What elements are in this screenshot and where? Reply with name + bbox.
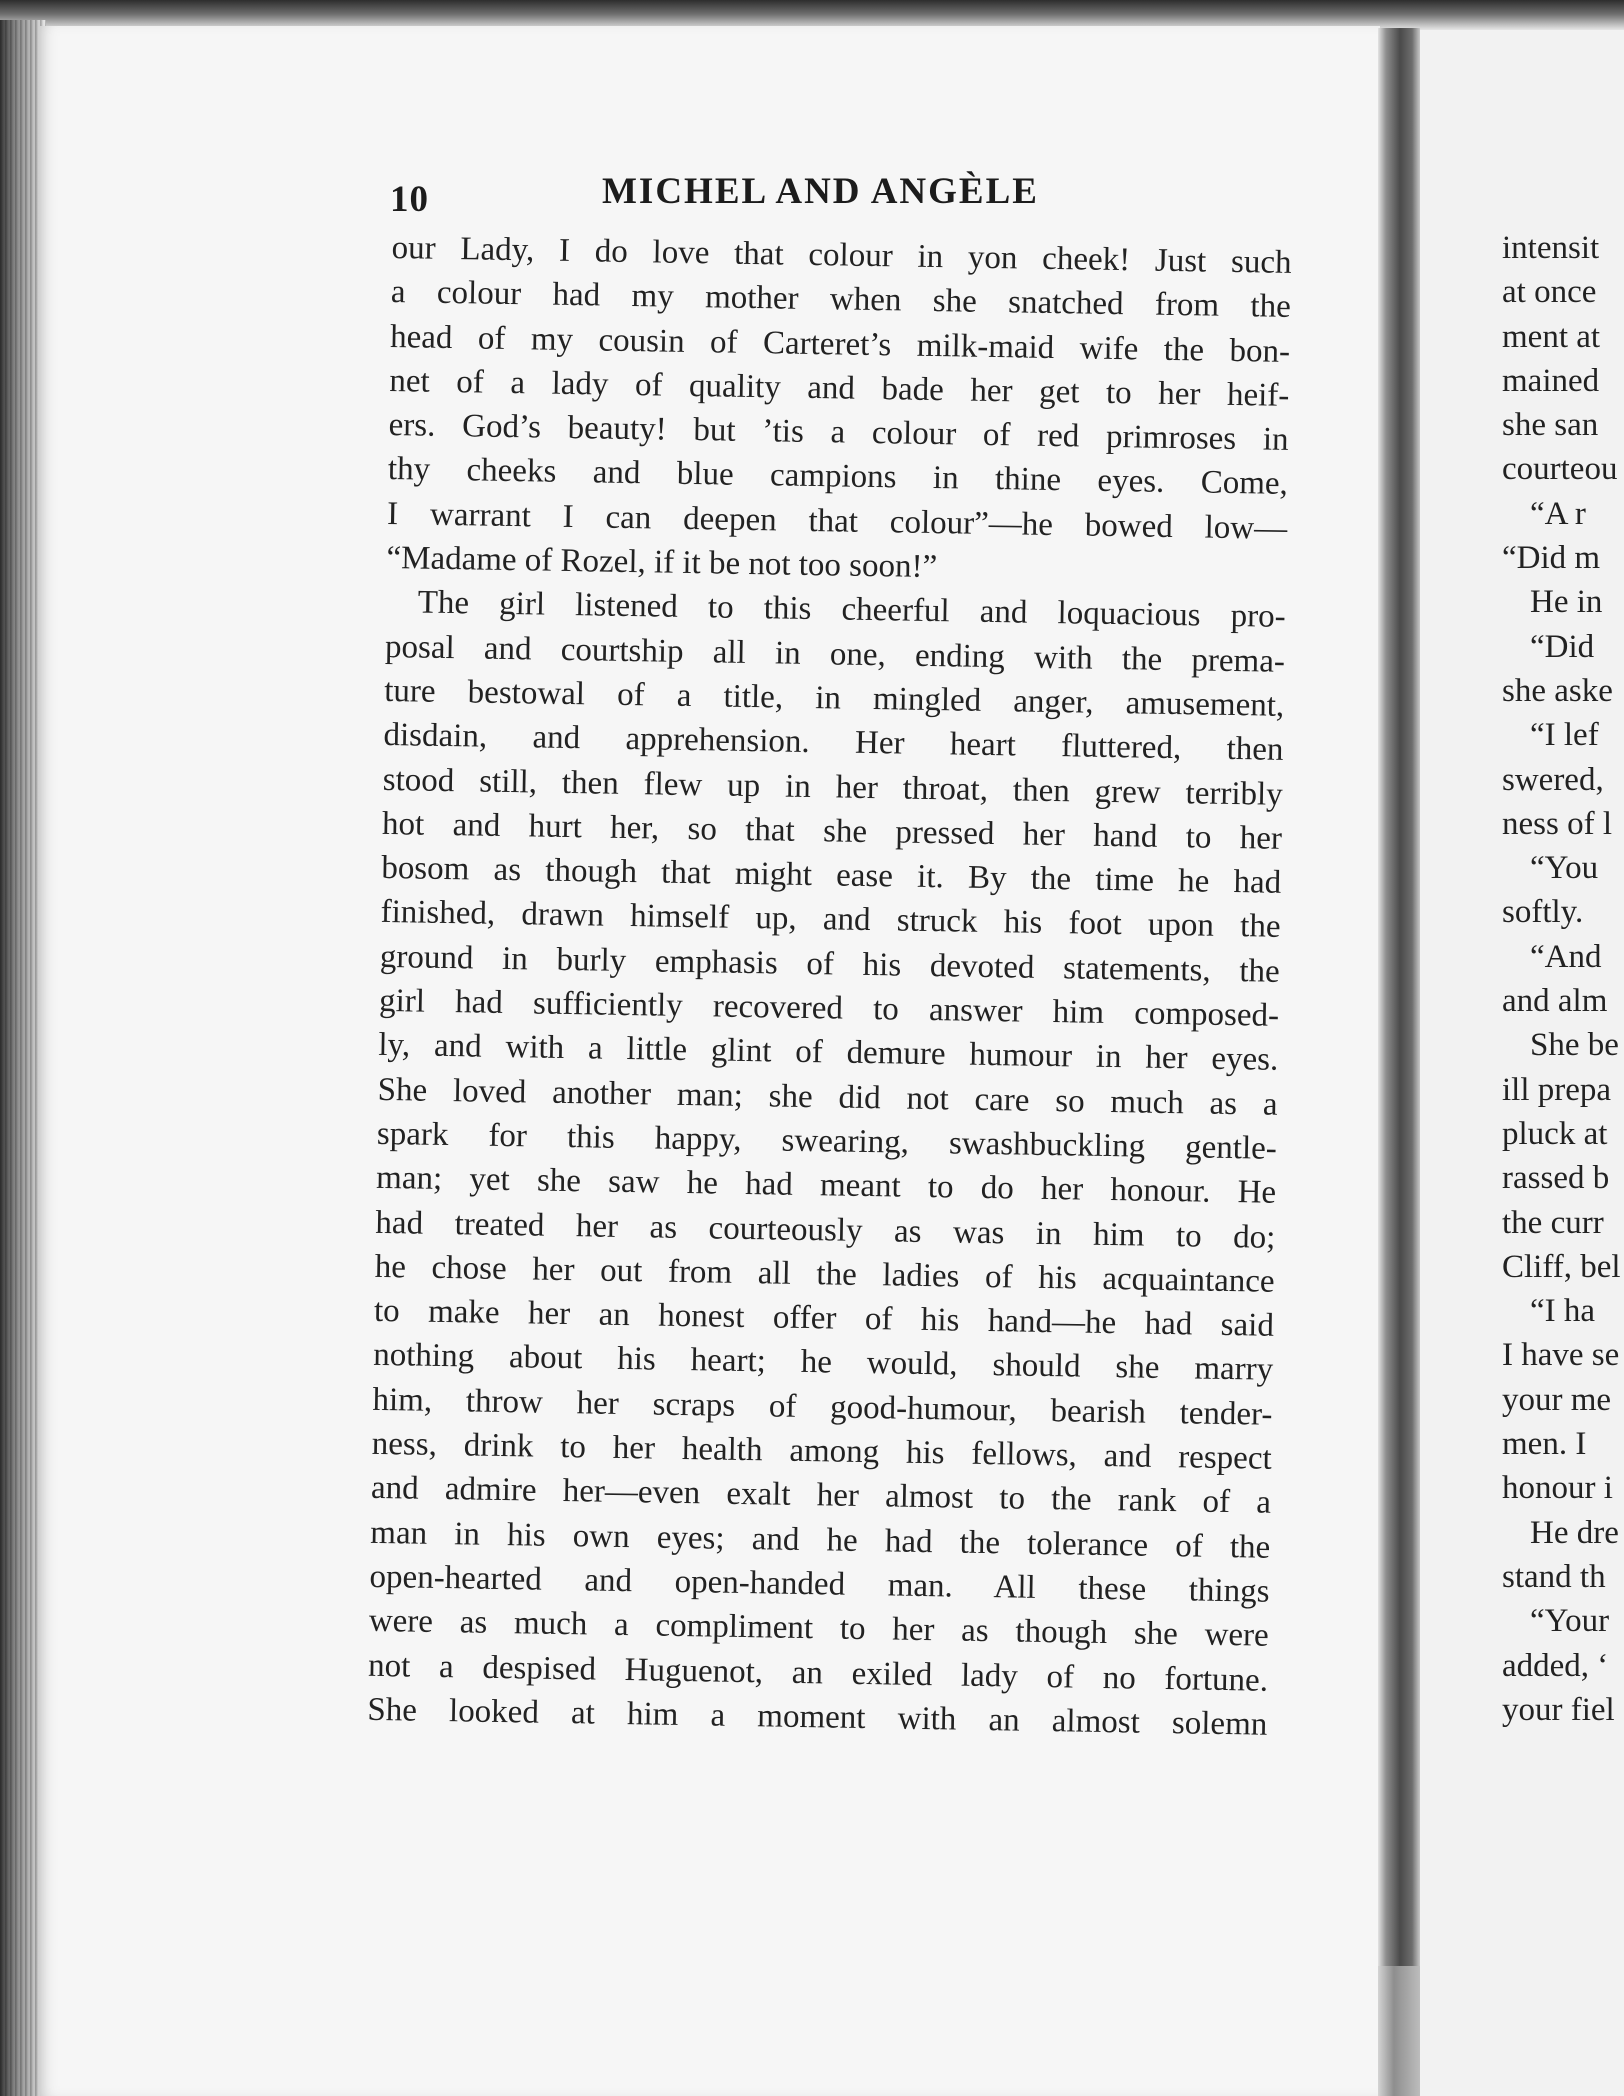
- text-line: I have se: [1502, 1337, 1620, 1374]
- page-number: 10: [390, 179, 429, 220]
- text-line: ture bestowal of a title, in mingled anger, amusement,: [383, 672, 1285, 724]
- text-line: Cliff, bel: [1502, 1248, 1621, 1285]
- text-line: disdain, and apprehension. Her heart fluttered, then: [383, 717, 1284, 769]
- text-line: “Did m: [1502, 540, 1601, 577]
- text-line: “You: [1530, 850, 1599, 887]
- text-line: She looked at him a moment with an almost solemn: [367, 1691, 1268, 1743]
- text-line: ly, and with a little glint of demure humour in her eyes.: [378, 1027, 1279, 1079]
- book-gutter-bottom: [1378, 1966, 1420, 2096]
- text-line: mained: [1502, 362, 1600, 399]
- text-line: swered,: [1502, 761, 1604, 798]
- text-line: “And: [1530, 938, 1602, 975]
- text-line: She be: [1530, 1027, 1619, 1064]
- text-line: stand th: [1502, 1558, 1606, 1595]
- text-line: stood still, then flew up in her throat, then grew terribly: [382, 761, 1283, 813]
- text-line: ground in burly emphasis of his devoted statements, the: [379, 938, 1281, 990]
- text-line: nothing about his heart; he would, should she marry: [372, 1337, 1274, 1389]
- text-line: posal and courtship all in one, ending with the prema-: [384, 628, 1286, 680]
- text-line: added, ‘: [1502, 1647, 1609, 1684]
- text-line: your fiel: [1502, 1691, 1615, 1728]
- text-line: our Lady, I do love that colour in yon cheek! Just such: [391, 229, 1292, 281]
- text-line: spark for this happy, swearing, swashbuckling gentle-: [376, 1115, 1278, 1167]
- text-line: ness, drink to her health among his fellows, and respect: [371, 1425, 1272, 1477]
- text-line: softly.: [1502, 894, 1584, 931]
- text-line: man; yet she saw he had meant to do her honour. He: [375, 1160, 1277, 1212]
- text-line: I warrant I can deepen that colour”—he bowed low—: [386, 495, 1288, 547]
- text-line: “A r: [1530, 495, 1586, 532]
- text-line: had treated her as courteously as was in him to do;: [375, 1204, 1276, 1256]
- text-line: the curr: [1502, 1204, 1604, 1241]
- text-line: The girl listened to this cheerful and loquacious pro-: [417, 584, 1286, 636]
- text-line: and admire her—even exalt her almost to the rank of a: [370, 1470, 1272, 1522]
- text-line: ment at: [1502, 318, 1601, 355]
- text-line: and alm: [1502, 983, 1608, 1020]
- right-page-clip: [1420, 0, 1624, 2096]
- text-line: pluck at: [1502, 1115, 1608, 1152]
- text-line: men. I: [1502, 1426, 1587, 1463]
- text-line: open-hearted and open-handed man. All these things: [369, 1558, 1270, 1610]
- text-line: courteou: [1502, 451, 1618, 488]
- text-line: “I lef: [1530, 717, 1599, 754]
- text-line: him, throw her scraps of good-humour, bearish tender-: [372, 1381, 1273, 1433]
- text-line: ers. God’s beauty! but ’tis a colour of red primroses in: [388, 407, 1289, 459]
- page-title: MICHEL AND ANGÈLE: [602, 171, 1039, 212]
- text-line: She loved another man; she did not care so much as a: [377, 1071, 1278, 1123]
- text-line: intensit: [1502, 230, 1600, 266]
- text-line: honour i: [1502, 1470, 1613, 1507]
- text-line: “I ha: [1530, 1293, 1596, 1330]
- text-line: a colour had my mother when she snatched from the: [390, 274, 1292, 326]
- text-line: “Did: [1530, 628, 1595, 665]
- text-line: ill prepa: [1502, 1071, 1612, 1108]
- text-line: He in: [1530, 584, 1603, 621]
- book-gutter: [1378, 28, 1420, 1968]
- text-line: thy cheeks and blue campions in thine eyes. Come,: [387, 451, 1289, 503]
- text-line: ness of l: [1502, 805, 1612, 842]
- text-line: net of a lady of quality and bade her get to her heif-: [389, 362, 1290, 414]
- running-head: [390, 166, 1290, 222]
- text-line: finished, drawn himself up, and struck his foot upon the: [380, 894, 1281, 946]
- text-line: she aske: [1502, 672, 1613, 709]
- text-line: not a despised Huguenot, an exiled lady of no fortune.: [367, 1647, 1269, 1699]
- text-line: to make her an honest offer of his hand—he had said: [373, 1292, 1275, 1344]
- text-line: “Madame of Rozel, if it be not too soon!”: [386, 540, 938, 586]
- right-page-text: [1502, 226, 1624, 1732]
- text-line: she san: [1502, 407, 1599, 444]
- text-line: he chose her out from all the ladies of his acquaintance: [374, 1248, 1275, 1300]
- text-line: were as much a compliment to her as though she were: [368, 1603, 1270, 1654]
- text-line: He dre: [1530, 1514, 1619, 1551]
- text-line: head of my cousin of Carteret’s milk-maid wife the bon-: [389, 318, 1291, 370]
- text-line: bosom as though that might ease it. By the time he had: [381, 850, 1282, 901]
- text-line: man in his own eyes; and he had the tolerance of the: [370, 1514, 1271, 1566]
- text-line: hot and hurt her, so that she pressed her hand to her: [381, 805, 1283, 857]
- text-line: “Your: [1530, 1603, 1610, 1640]
- left-page-text: [367, 226, 1292, 1747]
- text-line: your me: [1502, 1381, 1612, 1418]
- text-line: girl had sufficiently recovered to answer him composed-: [378, 982, 1280, 1034]
- text-line: rassed b: [1502, 1160, 1610, 1197]
- text-line: at once: [1502, 274, 1597, 311]
